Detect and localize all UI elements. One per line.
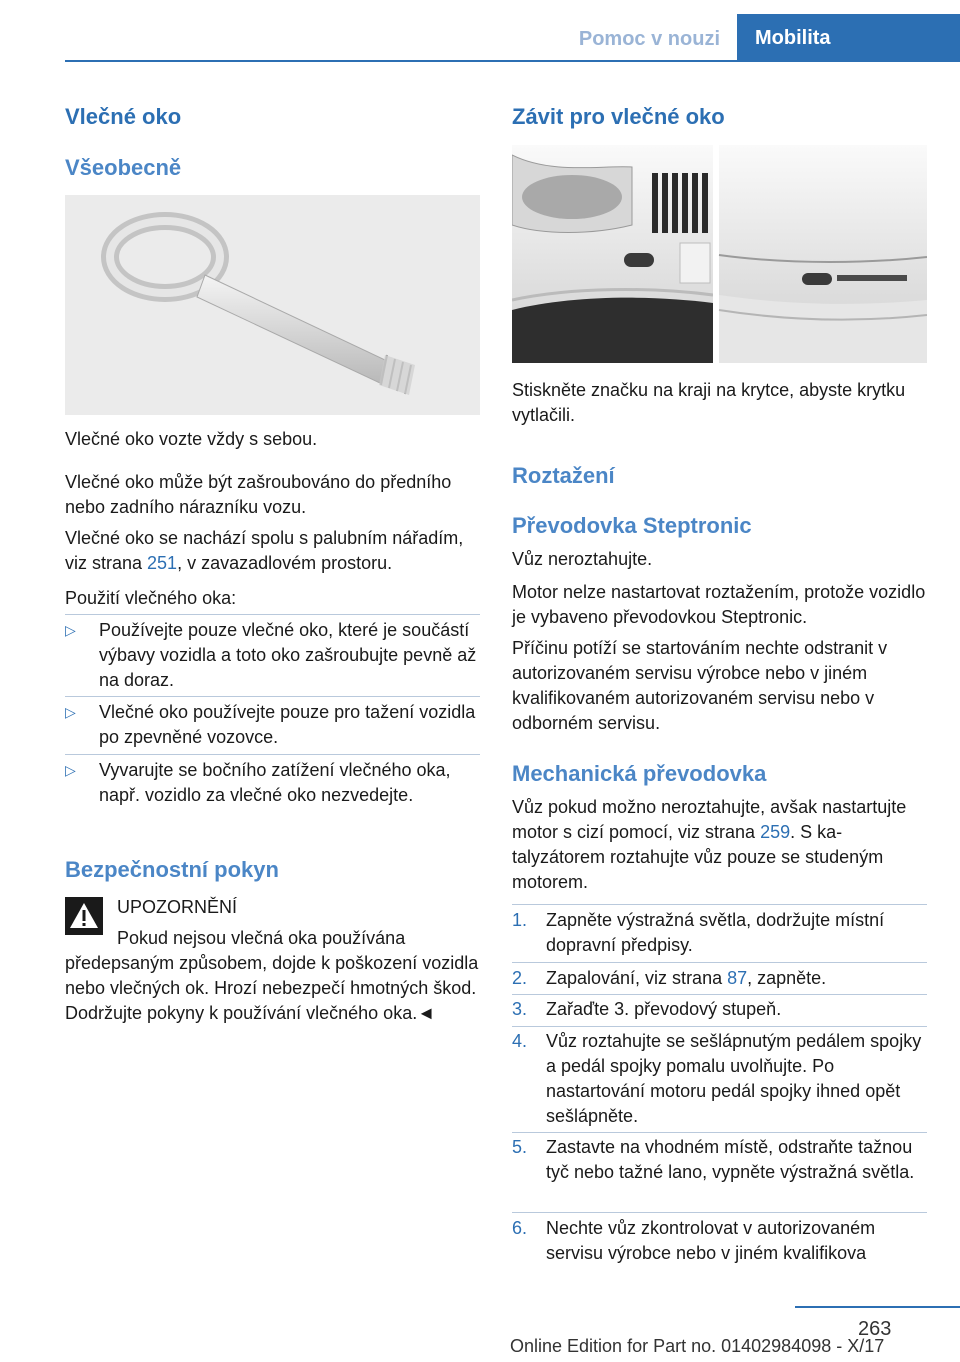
list-separator: [512, 1212, 927, 1213]
step-text-before: Zapalování, viz strana: [546, 968, 728, 988]
triangle-bullet-icon: ▷: [65, 704, 76, 720]
step-text: Zařaďte 3. převodový stupeň.: [546, 999, 782, 1019]
step-text: Zastavte na vhodném místě, odstraňte tažnou tyč nebo tažné lano, vypněte výstražná světla.: [546, 1137, 915, 1182]
bumper-photo-image: [512, 145, 927, 363]
page-link-259[interactable]: 259: [760, 822, 791, 842]
step-number: 2.: [512, 968, 528, 988]
triangle-bullet-icon: ▷: [65, 762, 76, 778]
list-separator: [512, 994, 927, 995]
section-tab-mobility-label: Mobilita: [755, 26, 831, 49]
list-separator: [65, 754, 480, 755]
list-separator: [512, 1132, 927, 1133]
list-separator: [65, 614, 480, 615]
step-text: Nechte vůz zkontrolovat v autorizovaném servisu výrobce nebo v jiném kvalifikova: [546, 1218, 876, 1263]
bumper-cover-photo: [512, 145, 927, 363]
footer-rule: [795, 1306, 960, 1308]
manual-gearbox-heading: Mechanická převodovka: [512, 761, 767, 786]
list-separator: [65, 696, 480, 697]
steptronic-text-3: Příčinu potíží se startováním nechte odstranit v autorizovaném servisu výrobce nebo v jiném kvalifikovaném autorizovaném servisu nebo v odborném servisu.: [512, 638, 888, 733]
list-item-text: Vlečné oko používejte pouze pro tažení vozidla po zpevněné vozovce.: [99, 702, 476, 747]
list-separator: [512, 904, 927, 905]
tow-eye-image: [65, 195, 480, 415]
general-heading: Všeobecně: [65, 155, 182, 180]
step-number: 3.: [512, 999, 528, 1019]
safety-heading: Bezpečnostní pokyn: [65, 857, 279, 882]
location-text-before: Vlečné oko se nachází spolu s palubním nářadím, viz strana: [65, 528, 464, 573]
warning-text: Pokud nejsou vlečná oka používána předepsaným způsobem, dojde k poškození vozidla nebo vlečných ok. Hrozí nebezpečí hmotných škod. Dodržujte pokyny k používání vlečného oka.◄: [65, 928, 479, 1023]
manual-text-before: Vůz pokud možno neroztahujte, avšak nastartujte motor s cizí pomocí, viz strana: [512, 797, 907, 842]
warning-label: UPOZORNĚNÍ: [117, 897, 238, 917]
page-number: 263: [858, 1318, 892, 1340]
page-link-251[interactable]: 251: [147, 553, 178, 573]
tow-start-heading: Roztažení: [512, 463, 615, 488]
step-text-after: , zapněte.: [747, 968, 827, 988]
step-text: [546, 966, 927, 991]
tow-eye-mount-text: Vlečné oko může být zašroubováno do předního nebo zadního nárazníku vozu.: [65, 472, 452, 517]
list-item-text: Vyvarujte se bočního zatížení vlečného oka, např. vozidlo za vlečné oko nezvedejte.: [99, 760, 451, 805]
step-number: 5.: [512, 1137, 528, 1157]
step-text: Vůz roztahujte se sešlápnutým pedálem spojky a pedál spojky pomalu uvolňujte. Po nastartování motoru pedál spojky ihned opět sešlápněte.: [546, 1031, 922, 1126]
step-text: Zapněte výstražná světla, dodržujte místní dopravní předpisy.: [546, 910, 885, 955]
section-tab-help[interactable]: Pomoc v nouzi: [578, 28, 720, 50]
thread-instruction-text: Stiskněte značku na kraji na krytce, abyste krytku vytlačili.: [512, 380, 906, 425]
list-separator: [512, 1026, 927, 1027]
steptronic-heading: Převodovka Steptronic: [512, 513, 752, 538]
step-number: 1.: [512, 910, 528, 930]
edition-footer: Online Edition for Part no. 01402984098 - X/17: [510, 1336, 885, 1356]
steptronic-text-1: Vůz neroztahujte.: [512, 549, 653, 569]
list-separator: [512, 962, 927, 963]
triangle-bullet-icon: ▷: [65, 622, 76, 638]
usage-intro-text: Použití vlečného oka:: [65, 588, 237, 608]
manual-text-after: . S katalyzátorem roztahujte vůz pouze se studeným motorem.: [512, 822, 884, 892]
steptronic-text-2: Motor nelze nastartovat roztažením, protože vozidlo je vybaveno převodovkou Steptronic.: [512, 582, 926, 627]
tow-eye-illustration: [65, 195, 480, 415]
step-number: 6.: [512, 1218, 528, 1238]
section-tab-mobility[interactable]: [737, 14, 960, 62]
page-link-87[interactable]: 87: [727, 968, 748, 988]
list-item-text: Používejte pouze vlečné oko, které je součástí výbavy vozidla a toto oko zašroubujte pevně až na doraz.: [99, 620, 477, 690]
tow-eye-location-text: [65, 526, 480, 576]
thread-title: Závit pro vlečné oko: [512, 104, 725, 129]
tow-eye-title: Vlečné oko: [65, 104, 182, 129]
step-number: 4.: [512, 1031, 528, 1051]
manual-gearbox-text: [512, 795, 927, 895]
location-text-after: , v zavazadlovém prostoru.: [177, 553, 393, 573]
tow-eye-carry-text: Vlečné oko vozte vždy s sebou.: [65, 429, 318, 449]
